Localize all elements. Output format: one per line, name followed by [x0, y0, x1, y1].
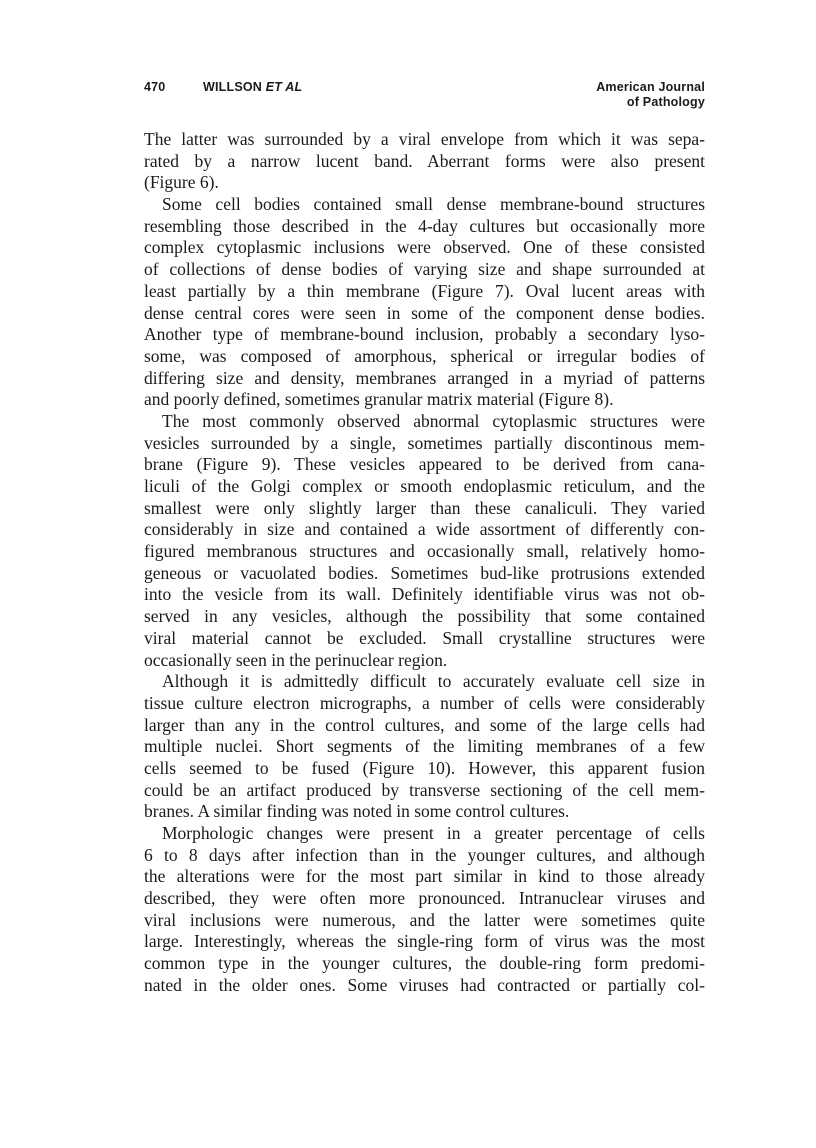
text-line: tissue culture electron micrographs, a number of cells were considerably — [144, 692, 705, 713]
text-line: multiple nuclei. Short segments of the limiting membranes of a few — [144, 736, 705, 757]
text-line: large. Interestingly, whereas the single-ring form of virus was the most — [144, 931, 705, 952]
running-head-authors — [203, 80, 302, 95]
author-etal: ET AL — [265, 80, 303, 94]
journal-title-line-2: of Pathology — [626, 95, 705, 109]
text-line: Some cell bodies contained small dense membrane-bound structures — [162, 194, 705, 215]
text-line: The latter was surrounded by a viral envelope from which it was sepa- — [144, 129, 705, 149]
text-line: differing size and density, membranes arranged in a myriad of patterns — [144, 367, 705, 388]
text-line: common type in the younger cultures, the double-ring form predomi- — [144, 953, 705, 974]
text-line: nated in the older ones. Some viruses had contracted or partially col- — [144, 974, 705, 995]
text-line: liculi of the Golgi complex or smooth endoplasmic reticulum, and the — [144, 476, 705, 496]
text-line: could be an artifact produced by transverse sectioning of the cell mem- — [144, 779, 705, 800]
text-line: dense central cores were seen in some of the component dense bodies. — [144, 302, 705, 323]
text-line: into the vesicle from its wall. Definitely identifiable virus was not ob- — [144, 584, 705, 605]
text-line: geneous or vacuolated bodies. Sometimes bud-like protrusions extended — [144, 562, 705, 583]
text-line: Although it is admittedly difficult to accurately evaluate cell size in — [162, 671, 705, 692]
running-head-journal — [596, 80, 705, 110]
text-line: smallest were only slightly larger than these canaliculi. They varied — [144, 497, 705, 518]
text-line: brane (Figure 9). These vesicles appeared to be derived from cana- — [144, 454, 705, 475]
text-line: and poorly defined, sometimes granular matrix material (Figure 8). — [144, 389, 614, 410]
text-line: served in any vesicles, although the possibility that some contained — [144, 606, 705, 627]
text-line: some, was composed of amorphous, spherical or irregular bodies of — [144, 345, 705, 366]
text-line: considerably in size and contained a wide assortment of differently con- — [144, 519, 705, 540]
text-line: viral inclusions were numerous, and the latter were sometimes quite — [144, 909, 705, 930]
text-line: occasionally seen in the perinuclear region. — [144, 649, 448, 670]
text-line: viral material cannot be excluded. Small crystalline structures were — [144, 627, 705, 648]
text-line: of collections of dense bodies of varying size and shape surrounded at — [144, 259, 705, 280]
text-line: Morphologic changes were present in a greater percentage of cells — [162, 823, 705, 843]
article-body — [144, 129, 705, 997]
text-line: (Figure 6). — [144, 172, 219, 193]
text-line: the alterations were for the most part similar in kind to those already — [144, 866, 705, 887]
text-line: larger than any in the control cultures, and some of the large cells had — [144, 714, 705, 735]
page-number: 470 — [144, 80, 166, 94]
author-name: WILLSON — [203, 80, 263, 94]
text-line: described, they were often more pronounced. Intranuclear viruses and — [144, 888, 705, 909]
text-line: Another type of membrane-bound inclusion, probably a secondary lyso- — [144, 324, 705, 345]
text-line: least partially by a thin membrane (Figure 7). Oval lucent areas with — [144, 280, 705, 301]
text-line: The most commonly observed abnormal cytoplasmic structures were — [162, 410, 705, 431]
text-line: vesicles surrounded by a single, sometimes partially discontinous mem- — [144, 432, 705, 453]
text-line: 6 to 8 days after infection than in the younger cultures, and although — [144, 844, 705, 865]
text-line: rated by a narrow lucent band. Aberrant forms were also present — [144, 150, 705, 171]
text-line: figured membranous structures and occasionally small, relatively homo- — [144, 541, 705, 562]
text-line: complex cytoplasmic inclusions were observed. One of these consisted — [144, 237, 705, 258]
text-line: resembling those described in the 4-day cultures but occasionally more — [144, 215, 705, 236]
text-line: cells seemed to be fused (Figure 10). However, this apparent fusion — [144, 757, 705, 778]
text-line: branes. A similar finding was noted in some control cultures. — [144, 801, 570, 822]
journal-title-line-1: American Journal — [596, 80, 705, 94]
